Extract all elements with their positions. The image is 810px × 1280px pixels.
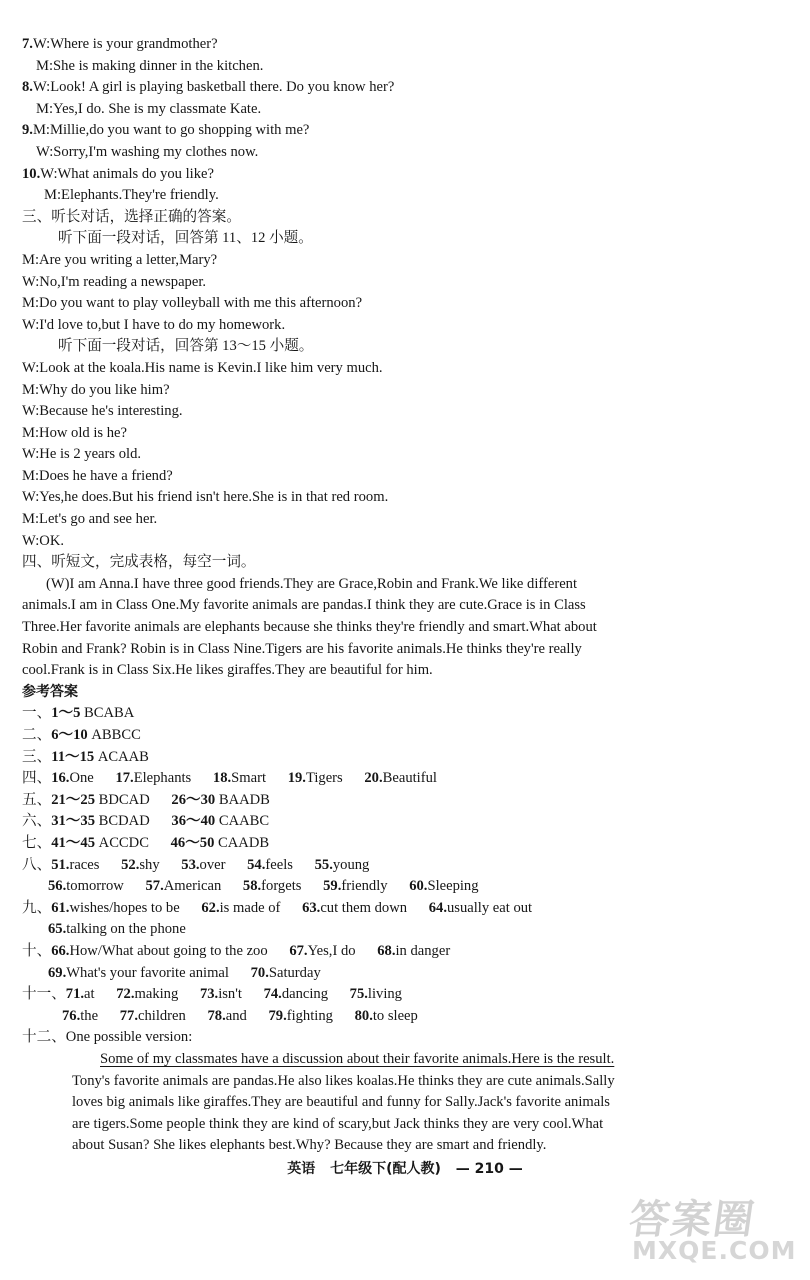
conversation-line: W:No,I'm reading a newspaper. — [22, 273, 207, 290]
watermark-logo: 答案圈 — [626, 1197, 759, 1243]
dialogue-number: 10. — [22, 165, 41, 182]
dialogue-10 — [22, 164, 744, 207]
answer-row: 一、1～5 BCABA — [22, 705, 135, 722]
composition — [72, 1049, 755, 1157]
watermark — [622, 1188, 800, 1272]
dialogue-line: M:She is making dinner in the kitchen. — [36, 57, 264, 74]
conversation-line: W:OK. — [22, 532, 65, 549]
dialogue-line: W:What animals do you like? — [40, 165, 214, 182]
conversation-line: M:Why do you like him? — [22, 381, 170, 398]
page-number: — 210 — — [455, 1161, 523, 1177]
answer-heading: 参考答案 — [22, 683, 78, 700]
answer-row: 76.the 77.children 78.and 79.fighting 80.to sleep — [62, 1007, 418, 1024]
document-page — [22, 34, 744, 1157]
composition-line: Tony's favorite animals are pandas.He also likes koalas.He thinks they are cute animals.Sally — [72, 1072, 615, 1089]
dialogue-line: M:Elephants.They're friendly. — [44, 187, 219, 204]
conversation-line: W:Look at the koala.His name is Kevin.I like him very much. — [22, 359, 383, 376]
watermark-url: MXQE.COM — [632, 1236, 797, 1265]
answer-key — [22, 682, 744, 1157]
section-title: 三、听长对话，选择正确的答案。 — [22, 208, 241, 225]
answer-row: 四、16.One 17.Elephants 18.Smart 19.Tigers 20.Beautiful — [22, 770, 437, 787]
dialogue-line: M:Yes,I do. She is my classmate Kate. — [36, 100, 262, 117]
conversation-line: W:Yes,he does.But his friend isn't here.She is in that red room. — [22, 489, 389, 506]
dialogue-number: 9. — [22, 122, 33, 139]
dialogue-number: 8. — [22, 79, 33, 96]
composition-first-line: Some of my classmates have a discussion about their favorite animals.Here is the result. — [100, 1050, 615, 1067]
conversation-line: W:Because he's interesting. — [22, 403, 183, 420]
answer-row: 二、6～10 ABBCC — [22, 727, 141, 743]
answer-row-12-label: 十二、One possible version: — [22, 1029, 193, 1046]
dialogue-number: 7. — [22, 36, 33, 52]
section-3 — [22, 207, 744, 553]
dialogue-9 — [22, 120, 744, 163]
footer-subject: 英语 — [287, 1161, 316, 1177]
composition-line: are tigers.Some people think they are kind of scary,but Jack thinks they are very cool.What — [72, 1115, 604, 1132]
answer-row: 六、31～35 BCDAD 36～40 CAABC — [22, 813, 270, 830]
passage-line: Three.Her favorite animals are elephants because she thinks they're friendly and smart.What about — [22, 619, 597, 636]
conversation-line: M:Are you writing a letter,Mary? — [22, 251, 218, 268]
section-4 — [22, 552, 744, 682]
instruction: 听下面一段对话，回答第 11、12 小题。 — [58, 230, 313, 247]
answer-row: 九、61.wishes/hopes to be 62.is made of 63.cut them down 64.usually eat out — [22, 899, 533, 916]
conversation-line: M:Does he have a friend? — [22, 467, 173, 484]
answer-row: 三、11～15 ACAAB — [22, 748, 149, 765]
passage-line: (W)I am Anna.I have three good friends.They are Grace,Robin and Frank.We like different — [46, 575, 578, 592]
passage-line: Robin and Frank? Robin is in Class Nine.Tigers are his favorite animals.He thinks they're really — [22, 640, 582, 657]
answer-row: 八、51.races 52.shy 53.over 54.feels 55.young — [22, 856, 370, 873]
page-footer — [0, 1158, 810, 1178]
conversation-line: M:How old is he? — [22, 424, 127, 441]
conversation-line: W:I'd love to,but I have to do my homework. — [22, 316, 286, 333]
dialogue-8 — [22, 77, 744, 120]
conversation-line: M:Let's go and see her. — [22, 511, 158, 528]
answer-row: 69.What's your favorite animal 70.Saturday — [48, 964, 321, 981]
dialogue-list — [22, 34, 744, 207]
passage-line: animals.I am in Class One.My favorite animals are pandas.I think they are cute.Grace is in Class — [22, 597, 586, 614]
dialogue-line: M:Millie,do you want to go shopping with me? — [32, 122, 310, 139]
composition-line: loves big animals like giraffes.They are beautiful and funny for Sally.Jack's favorite animals — [72, 1094, 610, 1111]
answer-row: 五、21～25 BDCAD 26～30 BAADB — [22, 791, 270, 808]
composition-line: about Susan? She likes elephants best.Why? Because they are smart and friendly. — [72, 1137, 547, 1154]
answer-row: 56.tomorrow 57.American 58.forgets 59.friendly 60.Sleeping — [48, 878, 479, 895]
answer-row: 七、41～45 ACCDC 46～50 CAADB — [22, 834, 270, 851]
answer-row: 65.talking on the phone — [48, 921, 186, 938]
dialogue-7 — [22, 34, 744, 77]
instruction: 听下面一段对话，回答第 13～15 小题。 — [58, 338, 314, 355]
conversation-line: M:Do you want to play volleyball with me this afternoon? — [22, 295, 363, 312]
passage-line: cool.Frank is in Class Six.He likes giraffes.They are beautiful for him. — [22, 662, 433, 679]
answer-row: 十一、71.at 72.making 73.isn't 74.dancing 75.living — [22, 986, 402, 1003]
dialogue-line: W:Look! A girl is playing basketball there. Do you know her? — [32, 79, 395, 96]
footer-grade: 七年级下(配人教) — [330, 1161, 441, 1177]
dialogue-line: W:Sorry,I'm washing my clothes now. — [36, 143, 259, 160]
section-title: 四、听短文，完成表格，每空一词。 — [22, 554, 256, 571]
answer-row: 十、66.How/What about going to the zoo 67.Yes,I do 68.in danger — [22, 942, 451, 959]
conversation-line: W:He is 2 years old. — [22, 446, 142, 463]
dialogue-line: W:Where is your grandmother? — [32, 36, 218, 52]
